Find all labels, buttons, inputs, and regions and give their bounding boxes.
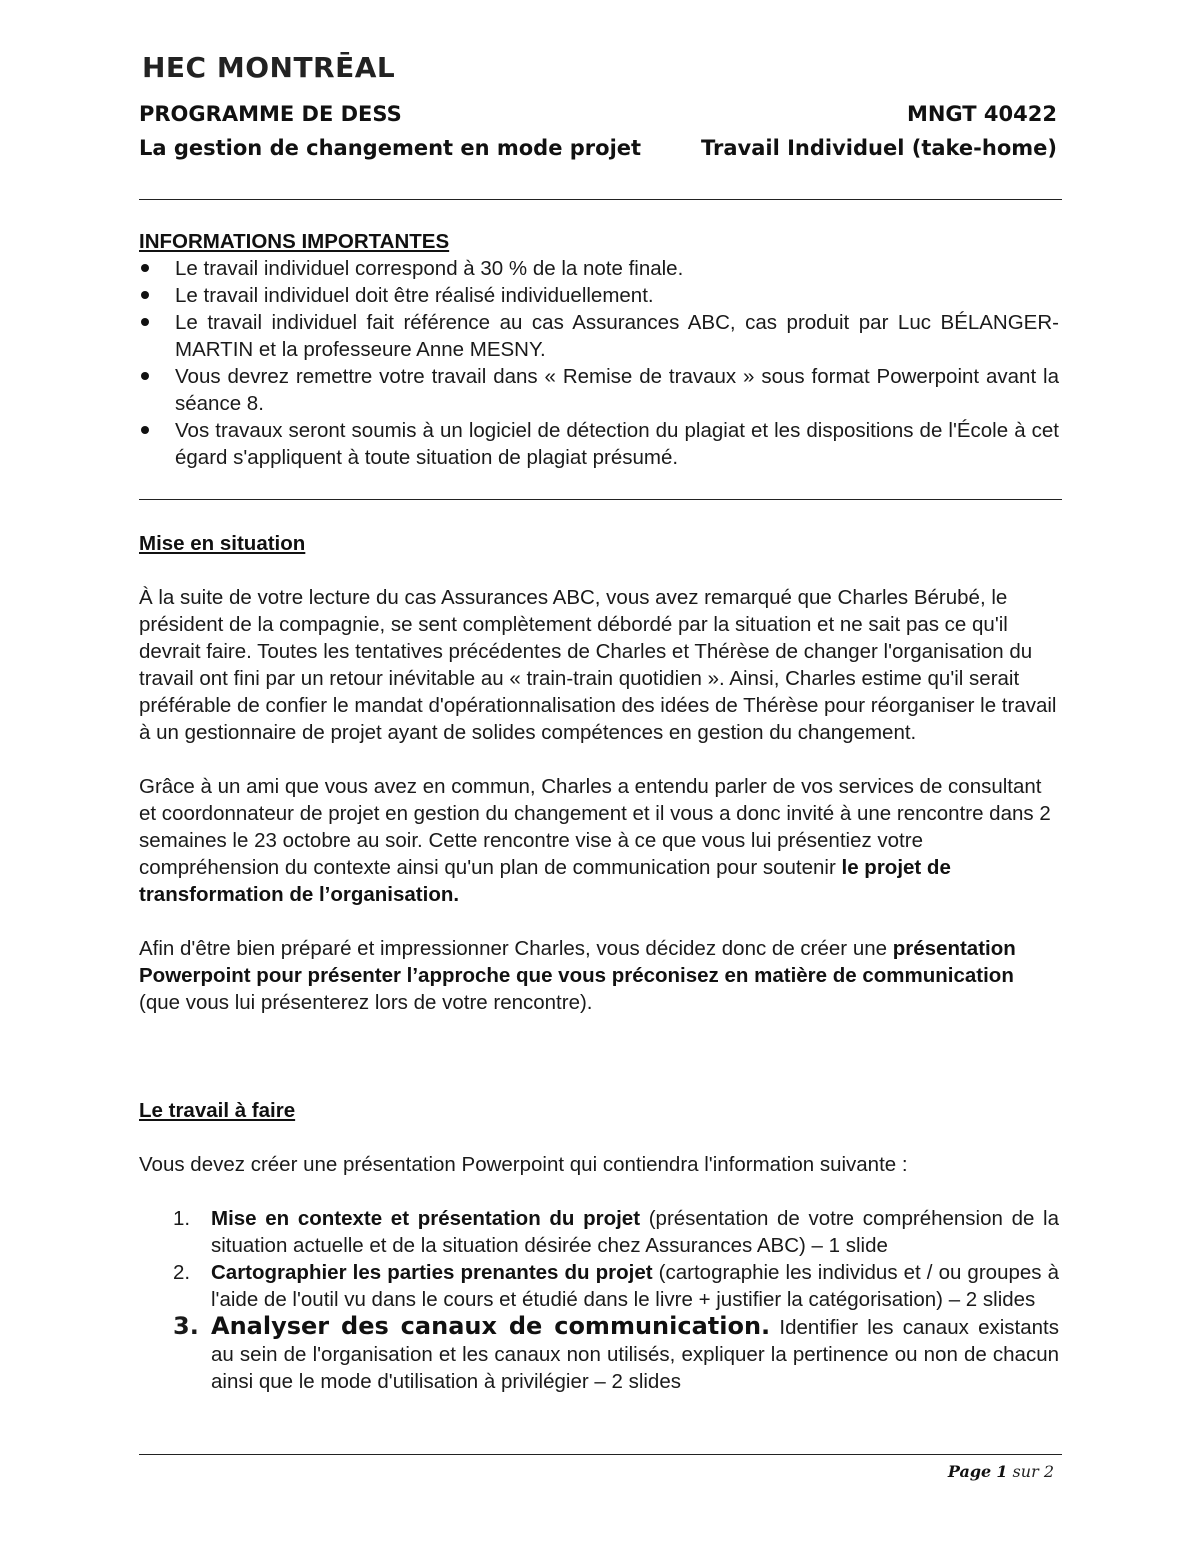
footer-divider: [139, 1454, 1062, 1455]
situation-heading: Mise en situation: [139, 532, 306, 555]
important-info-section: [139, 228, 1059, 471]
task-numbered-list: [139, 1205, 1059, 1395]
info-heading: INFORMATIONS IMPORTANTES: [139, 230, 450, 253]
page-number: Page 1 sur 2: [947, 1462, 1054, 1481]
info-bullet: Vos travaux seront soumis à un logiciel de détection du plagiat et les dispositions de l'École à cet égard s'appliquent à toute situation de plagiat présumé.: [139, 417, 1059, 471]
bullet-icon: [141, 318, 149, 326]
info-bullet: Vous devrez remettre votre travail dans « Remise de travaux » sous format Powerpoint avant la séance 8.: [139, 363, 1059, 417]
assignment-type: Travail Individuel (take-home): [701, 136, 1057, 160]
bullet-icon: [141, 372, 149, 380]
hec-montreal-logo: HEC MONTRĒAL: [142, 51, 396, 84]
program-title: PROGRAMME DE DESS: [139, 102, 402, 126]
situation-paragraph-3: Afin d'être bien préparé et impressionner Charles, vous décidez donc de créer une présentation Powerpoint pour présenter l’approche que vous préconisez en matière de communication (que vous lui présenterez lors de votre rencontre).: [139, 937, 1016, 1014]
info-bullet: Le travail individuel doit être réalisé individuellement.: [139, 282, 1059, 309]
task-item: 1. Mise en contexte et présentation du projet (présentation de votre compréhension de la situation actuelle et de la situation désirée chez Assurances ABC) – 1 slide: [173, 1207, 1059, 1257]
task-heading: Le travail à faire: [139, 1099, 296, 1122]
info-divider: [139, 499, 1062, 500]
bullet-icon: [141, 264, 149, 272]
situation-paragraph-1: À la suite de votre lecture du cas Assurances ABC, vous avez remarqué que Charles Bérubé, le président de la compagnie, se sent complètement débordé par la situation et ne sait pas ce qu'il devrait faire. Toutes les tentatives précédentes de Charles et Thérèse de changer l'organisation du travail ont fini par un retour inévitable au « train-train quotidien ». Ainsi, Charles estime qu'il serait préférable de confier le mandat d'opérationnalisation des idées de Thérèse pour réorganiser le travail à un gestionnaire de projet ayant de solides compétences en gestion du changement.: [139, 586, 1057, 744]
task-item: 3. Analyser des canaux de communication. Identifier les canaux existants au sein de l'organisation et les canaux non utilisés, expliquer la pertinence ou non de chacun ainsi que le mode d'utilisation à privilégier – 2 slides: [173, 1312, 1059, 1393]
task-intro: Vous devez créer une présentation Powerpoint qui contiendra l'information suivante :: [139, 1153, 908, 1176]
task-section: [139, 1097, 1059, 1395]
header-divider: [139, 199, 1062, 200]
info-bullet-list: [139, 255, 1059, 471]
course-title: La gestion de changement en mode projet: [139, 136, 642, 160]
bullet-icon: [141, 291, 149, 299]
task-item: 2. Cartographier les parties prenantes du projet (cartographie les individus et / ou groupes à l'aide de l'outil vu dans le cours et étudié dans le livre + justifier la catégorisation) – 2 slides: [173, 1261, 1059, 1311]
bullet-icon: [141, 426, 149, 434]
situation-paragraph-2: Grâce à un ami que vous avez en commun, Charles a entendu parler de vos services de consultant et coordonnateur de projet en gestion du changement et il vous a donc invité à une rencontre dans 2 semaines le 23 octobre au soir. Cette rencontre vise à ce que vous lui présentiez votre compréhension du contexte ainsi qu'un plan de communication pour soutenir le projet de transformation de l’organisation.: [139, 775, 1051, 906]
info-bullet: Le travail individuel fait référence au cas Assurances ABC, cas produit par Luc BÉLANGER-MARTIN et la professeure Anne MESNY.: [139, 309, 1059, 363]
situation-section: [139, 530, 1059, 1016]
info-bullet: Le travail individuel correspond à 30 % de la note finale.: [139, 255, 1059, 282]
course-code: MNGT 40422: [906, 102, 1057, 126]
